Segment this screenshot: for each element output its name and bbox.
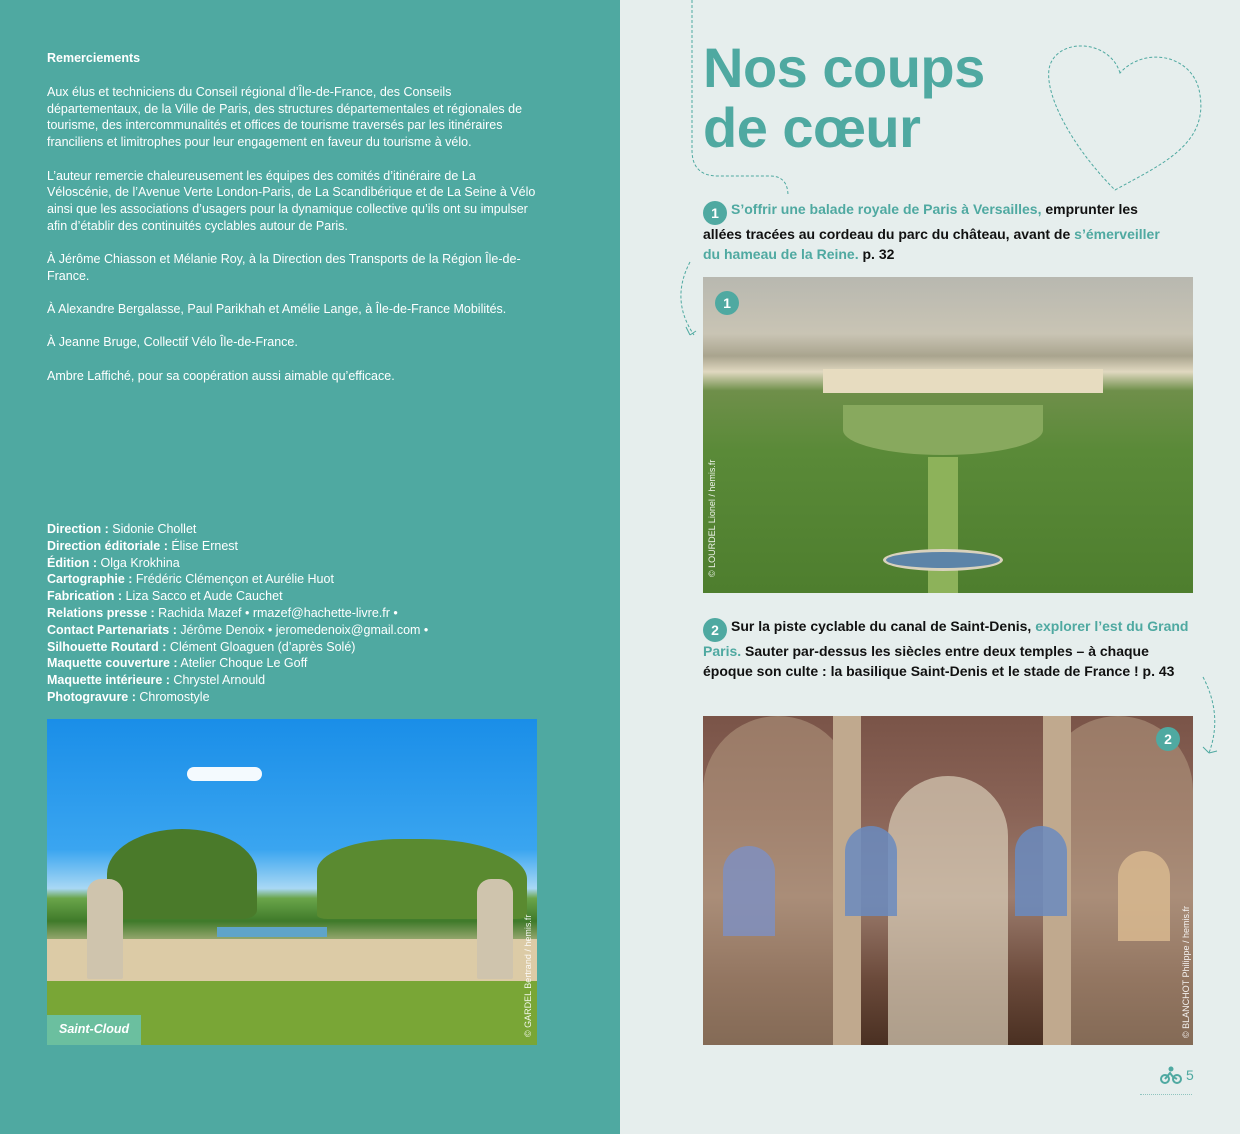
allee-shape bbox=[928, 457, 958, 593]
basin-shape bbox=[883, 549, 1003, 571]
nave-shape bbox=[888, 776, 1008, 1045]
highlight-item-2 bbox=[703, 617, 1195, 681]
body-text: Sauter par-dessus les siècles entre deux temples – à chaque époque son culte : la basilique Saint-Denis et le stade de France ! p. 43 bbox=[703, 643, 1175, 679]
stained-window-shape bbox=[723, 846, 775, 936]
credit-value: Atelier Choque Le Goff bbox=[177, 656, 308, 671]
stone-vase-shape bbox=[87, 879, 123, 979]
dashed-arrow-decoration bbox=[1195, 675, 1225, 760]
credit-value: Chrystel Arnould bbox=[169, 673, 266, 688]
credit-row bbox=[47, 655, 527, 672]
ack-paragraph: L’auteur remercie chaleureusement les équipes des comités d’itinéraire de La Véloscénie, de l’Avenue Verte London-Paris, de La Scandibérique et de La Seine à Vélo ainsi que les associations d’usagers pour la dynamique collective qu’ils ont su impulser afin d’établir des continuités cyclables autour de Paris. bbox=[47, 168, 536, 233]
accent-text: S’offrir une balade royale de Paris à Versailles, bbox=[731, 201, 1042, 217]
photo-credit: © LOURDEL Lionel / hemis.fr bbox=[707, 459, 717, 577]
credit-role: Direction éditoriale : bbox=[47, 538, 168, 553]
credit-row bbox=[47, 555, 527, 572]
ack-paragraph: Ambre Laffiché, pour sa coopération aussi aimable qu’efficace. bbox=[47, 368, 395, 383]
credit-value: Sidonie Chollet bbox=[108, 522, 197, 536]
credit-row bbox=[47, 588, 527, 605]
ack-paragraph: À Jérôme Chiasson et Mélanie Roy, à la Direction des Transports de la Région Île-de-France. bbox=[47, 252, 521, 283]
versailles-photo bbox=[703, 277, 1193, 593]
page-title bbox=[703, 38, 985, 158]
page-number bbox=[1160, 1066, 1194, 1084]
pond-shape bbox=[217, 927, 327, 937]
photo-credit: © GARDEL Bertrand / hemis.fr bbox=[523, 914, 533, 1037]
credits-list bbox=[47, 521, 527, 706]
saint-cloud-photo bbox=[47, 719, 537, 1045]
stained-window-shape bbox=[845, 826, 897, 916]
photo-credit: © BLANCHOT Philippe / hemis.fr bbox=[1181, 905, 1191, 1038]
credit-role: Édition : bbox=[47, 555, 97, 570]
credit-value: Frédéric Clémençon et Aurélie Huot bbox=[132, 572, 334, 587]
acknowledgements-body bbox=[47, 84, 537, 401]
accent-text: s’émerveiller du hameau de la Reine. bbox=[703, 226, 1160, 262]
page-number-text: 5 bbox=[1186, 1067, 1194, 1083]
credit-value: Élise Ernest bbox=[167, 538, 239, 553]
number-badge: 1 bbox=[703, 201, 727, 225]
title-line: de cœur bbox=[703, 96, 921, 159]
credit-role: Maquette couverture : bbox=[47, 656, 178, 671]
credit-role: Contact Partenariats : bbox=[47, 622, 177, 637]
cyclist-icon bbox=[1160, 1066, 1182, 1084]
highlight-item-1 bbox=[703, 200, 1173, 264]
stone-vase-shape bbox=[477, 879, 513, 979]
ack-paragraph: À Jeanne Bruge, Collectif Vélo Île-de-France. bbox=[47, 335, 298, 350]
credit-value: Chromostyle bbox=[135, 689, 210, 704]
acknowledgements-title: Remerciements bbox=[47, 51, 141, 65]
credit-role: Relations presse : bbox=[47, 605, 155, 620]
title-line: Nos coups bbox=[703, 36, 985, 99]
trees-shape bbox=[107, 829, 257, 919]
credit-row bbox=[47, 605, 527, 622]
credit-role: Fabrication : bbox=[47, 589, 123, 604]
photo-caption: Saint-Cloud bbox=[47, 1015, 141, 1045]
number-badge: 1 bbox=[715, 291, 739, 315]
credit-value: Jérôme Denoix • jeromedenoix@gmail.com • bbox=[176, 622, 429, 637]
credit-role: Maquette intérieure : bbox=[47, 673, 170, 688]
ack-paragraph: À Alexandre Bergalasse, Paul Parikhah et Amélie Lange, à Île-de-France Mobilités. bbox=[47, 302, 507, 317]
basilica-photo bbox=[703, 716, 1193, 1045]
parterre-shape bbox=[843, 405, 1043, 455]
credit-row bbox=[47, 571, 527, 588]
credit-row bbox=[47, 639, 527, 656]
chateau-shape bbox=[823, 369, 1103, 393]
credit-role: Cartographie : bbox=[47, 572, 133, 587]
credit-value: Rachida Mazef • rmazef@hachette-livre.fr • bbox=[154, 605, 398, 620]
cloud-shape bbox=[187, 767, 262, 781]
number-badge: 2 bbox=[703, 618, 727, 642]
heart-icon bbox=[1040, 35, 1210, 200]
stained-window-shape bbox=[1118, 851, 1170, 941]
body-text: Sur la piste cyclable du canal de Saint-Denis, bbox=[731, 618, 1036, 634]
credit-role: Silhouette Routard : bbox=[47, 639, 167, 654]
ack-paragraph: Aux élus et techniciens du Conseil régional d’Île-de-France, des Conseils départementaux, de la Ville de Paris, des structures départementales et régionales de tourisme, des intercommunalités et offices de tourisme traversés par les itinéraires franciliens et limitrophes pour leur engagement en faveur du tourisme à vélo. bbox=[47, 85, 523, 150]
page-reference: p. 32 bbox=[858, 245, 895, 262]
credit-row bbox=[47, 521, 527, 538]
accent-text: explorer l’est du Grand Paris. bbox=[703, 618, 1189, 659]
body-text: emprunter les allées tracées au cordeau du parc du château, avant de bbox=[703, 201, 1138, 242]
credit-row bbox=[47, 689, 527, 706]
credit-role: Direction : bbox=[47, 522, 109, 536]
number-badge: 2 bbox=[1156, 727, 1180, 751]
credit-row bbox=[47, 672, 527, 689]
stained-window-shape bbox=[1015, 826, 1067, 916]
credit-value: Olga Krokhina bbox=[97, 555, 180, 570]
credit-value: Liza Sacco et Aude Cauchet bbox=[122, 589, 283, 604]
credit-role: Photogravure : bbox=[47, 689, 136, 704]
credit-row bbox=[47, 538, 527, 555]
page-footer-divider bbox=[1140, 1094, 1192, 1095]
credit-value: Clément Gloaguen (d’après Solé) bbox=[166, 639, 356, 654]
credit-row bbox=[47, 622, 527, 639]
